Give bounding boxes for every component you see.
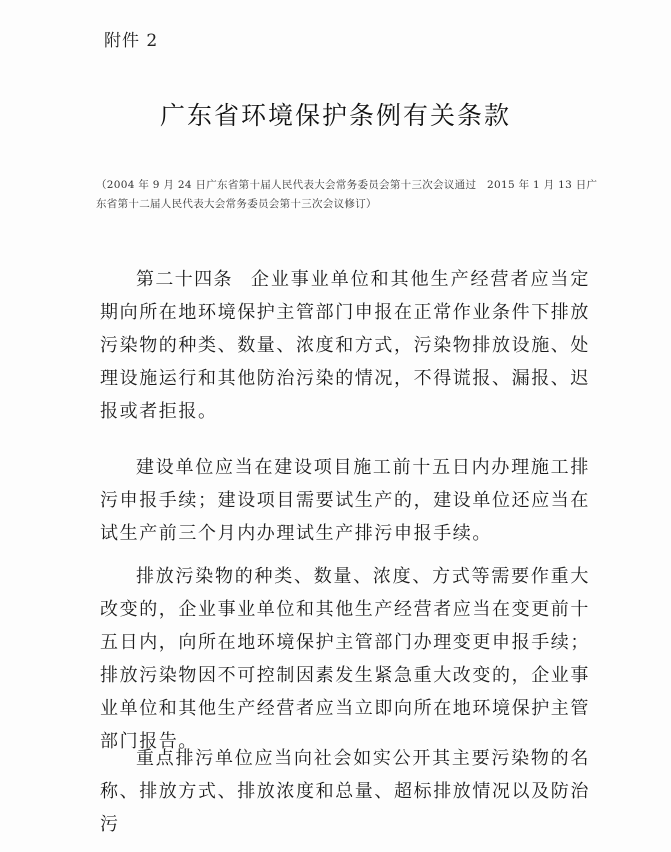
paragraph-text: 企业事业单位和其他生产经营者应当定期向所在地环境保护主管部门申报在正常作业条件下排放污染物的种类、数量、浓度和方式，污染物排放设施、处理设施运行和其他防治污染的情况，不得谎报、漏报、迟报或者拒报。 bbox=[100, 269, 590, 422]
article-label: 第二十四条 bbox=[136, 269, 233, 290]
revision-note: （2004 年 9 月 24 日广东省第十届人民代表大会常务委员会第十三次会议通过 2015 年 1 月 13 日广东省第十二届人民代表大会常务委员会第十三次会议修订） bbox=[96, 179, 598, 210]
document-title: 广东省环境保护条例有关条款 bbox=[159, 101, 511, 130]
paragraph-text: 建设单位应当在建设项目施工前十五日内办理施工排污申报手续；建设项目需要试生产的，建设单位还应当在试生产前三个月内办理试生产排污申报手续。 bbox=[100, 457, 590, 544]
attachment-label: 附件 2 bbox=[104, 31, 159, 51]
article-paragraph bbox=[100, 263, 590, 428]
paragraph-text: 重点排污单位应当向社会如实公开其主要污染物的名称、排放方式、排放浓度和总量、超标排放情况以及防治污 bbox=[100, 748, 590, 835]
paragraph-text: 排放污染物的种类、数量、浓度、方式等需要作重大改变的，企业事业单位和其他生产经营者应当在变更前十五日内，向所在地环境保护主管部门办理变更申报手续；排放污染物因不可控制因素发生紧急重大改变的，企业事业单位和其他生产经营者应当立即向所在地环境保护主管部门报告。 bbox=[100, 566, 590, 752]
